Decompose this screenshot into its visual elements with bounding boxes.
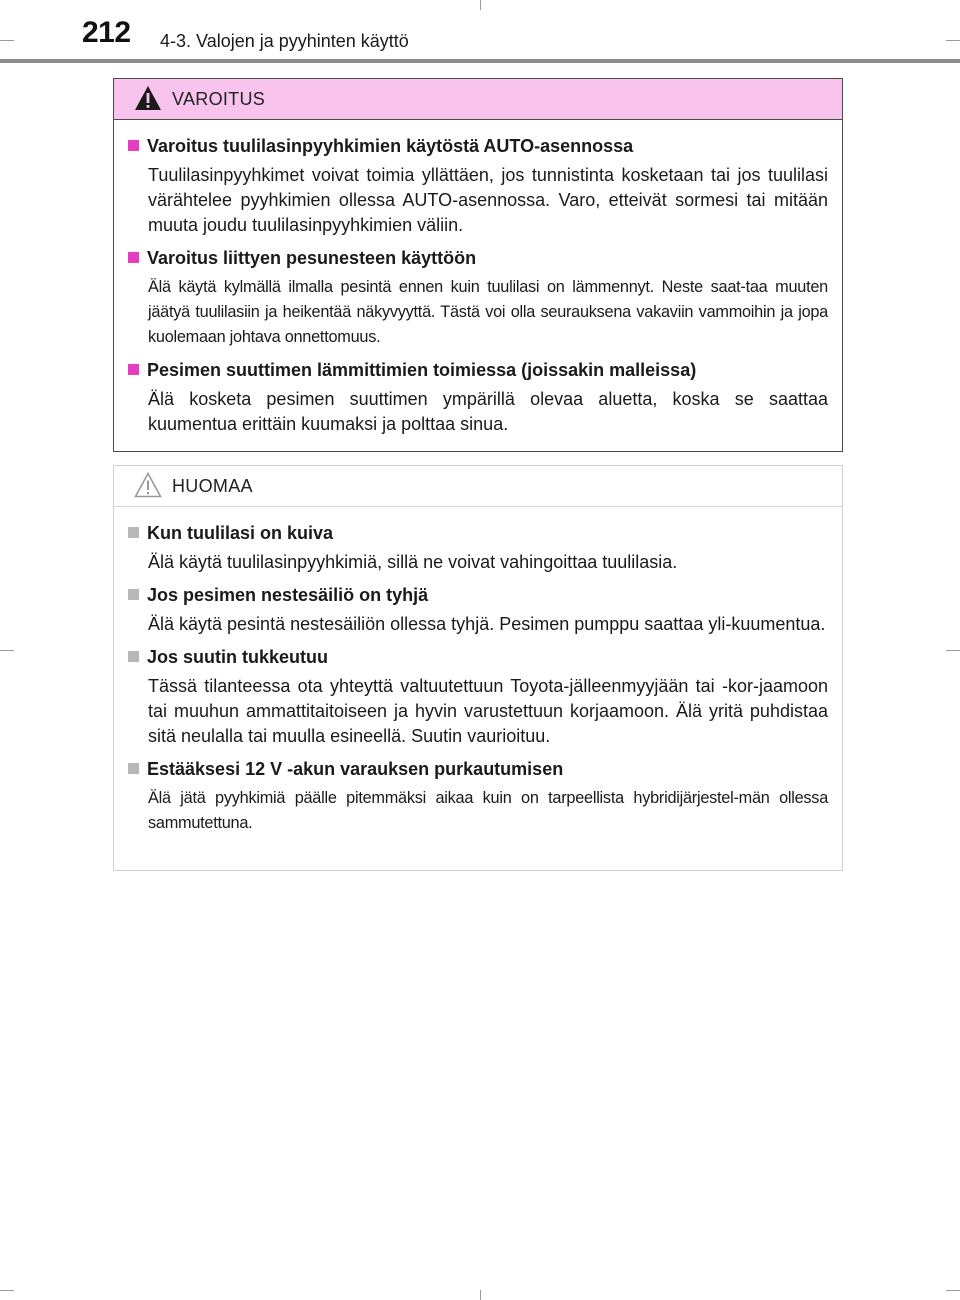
notice-box-title: HUOMAA <box>172 476 253 496</box>
notice-box <box>113 465 843 871</box>
notice-item <box>128 583 828 637</box>
header-rule <box>0 59 960 63</box>
warning-item-text: Älä kosketa pesimen suuttimen ympärillä olevaa aluetta, koska se saattaa kuumentua erittäin kuumaksi ja polttaa sinua. <box>148 389 828 434</box>
notice-item-heading: Jos pesimen nestesäiliö on tyhjä <box>147 585 429 605</box>
warning-box-body <box>114 120 842 437</box>
warning-item-heading: Varoitus tuulilasinpyyhkimien käytöstä AUTO-asennossa <box>147 136 634 156</box>
crop-mark-bottom-right <box>946 1290 960 1291</box>
notice-item-heading: Jos suutin tukkeutuu <box>147 647 329 667</box>
crop-mark-mid-left <box>0 650 14 651</box>
notice-item-text: Älä käytä tuulilasinpyyhkimiä, sillä ne voivat vahingoittaa tuulilasia. <box>148 552 678 572</box>
warning-item-text: Älä käytä kylmällä ilmalla pesintä ennen kuin tuulilasi on lämmennyt. Neste saat-taa muuten jäätyä tuulilasiin ja heikentää näkyvyyttä. Tästä voi olla seurauksena vakaviin vammoihin ja jopa kuolemaan johtava onnettomuus. <box>148 278 828 346</box>
warning-item-heading: Pesimen suuttimen lämmittimien toimiessa (joissakin malleissa) <box>147 360 697 380</box>
notice-item <box>128 757 828 836</box>
warning-box-header <box>114 79 842 120</box>
square-bullet-icon <box>128 364 139 375</box>
crop-mark-bottom-left <box>0 1290 14 1291</box>
notice-item <box>128 645 828 749</box>
warning-item-text: Tuulilasinpyyhkimet voivat toimia yllättäen, jos tunnistinta kosketaan tai jos tuulilasi värähtelee pyyhkimien ollessa AUTO-asennossa. Varo, etteivät sormesi tai mitään muuta joudu tuulilasinpyyhkimien väliin. <box>148 165 828 235</box>
notice-item-heading: Estääksesi 12 V -akun varauksen purkautumisen <box>147 759 564 779</box>
crop-mark-mid-right <box>946 650 960 651</box>
square-bullet-icon <box>128 527 139 538</box>
square-bullet-icon <box>128 763 139 774</box>
warning-item-heading: Varoitus liittyen pesunesteen käyttöön <box>147 248 477 268</box>
notice-box-header <box>114 466 842 507</box>
warning-triangle-icon <box>134 85 162 111</box>
section-title: 4-3. Valojen ja pyyhinten käyttö <box>160 31 409 51</box>
notice-item <box>128 521 828 575</box>
notice-item-text: Tässä tilanteessa ota yhteyttä valtuutettuun Toyota-jälleenmyyjään tai -kor-jaamoon tai muuhun ammattitaitoiseen ja hyvin varustettuun korjaamoon. Älä yritä puhdistaa sitä neulalla tai muulla esineellä. Suutin vaurioituu. <box>148 676 828 746</box>
notice-item-text: Älä käytä pesintä nestesäiliön ollessa tyhjä. Pesimen pumppu saattaa yli-kuumentua. <box>148 614 826 634</box>
square-bullet-icon <box>128 252 139 263</box>
caution-triangle-outline-icon <box>134 472 162 498</box>
page-number: 212 <box>82 16 131 49</box>
notice-box-body <box>114 507 842 836</box>
square-bullet-icon <box>128 589 139 600</box>
crop-mark-bottom-center <box>480 1290 481 1300</box>
warning-box <box>113 78 843 452</box>
warning-item <box>128 358 828 437</box>
page-header <box>0 0 960 62</box>
square-bullet-icon <box>128 651 139 662</box>
warning-box-title: VAROITUS <box>172 89 266 109</box>
warning-item <box>128 134 828 238</box>
warning-item <box>128 246 828 350</box>
notice-item-heading: Kun tuulilasi on kuiva <box>147 523 334 543</box>
notice-item-text: Älä jätä pyyhkimiä päälle pitemmäksi aikaa kuin on tarpeellista hybridijärjestel-män ollessa sammutettuna. <box>148 789 828 832</box>
square-bullet-icon <box>128 140 139 151</box>
